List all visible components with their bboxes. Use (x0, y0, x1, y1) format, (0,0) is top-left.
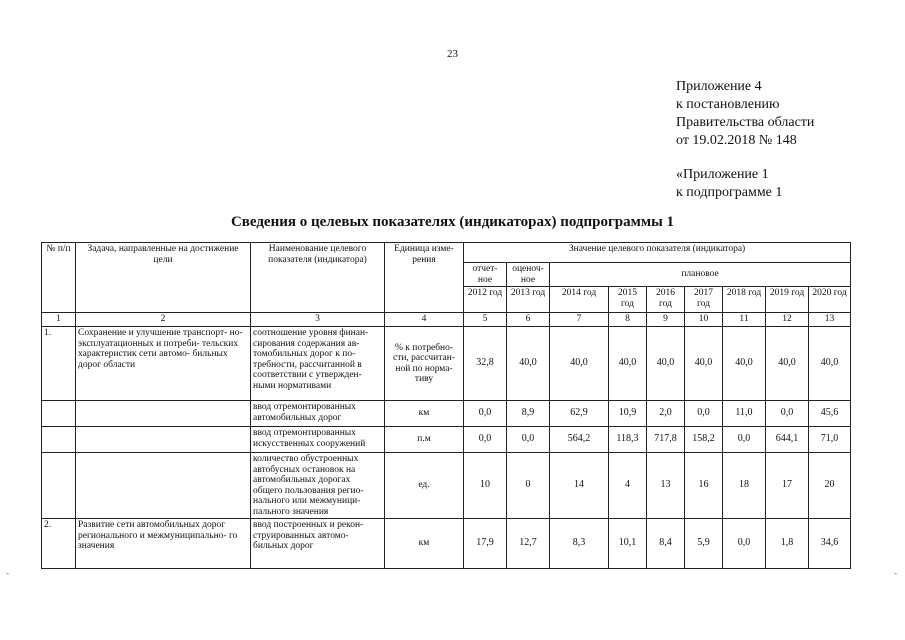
row-value: 4 (609, 453, 647, 519)
column-number: 10 (685, 313, 723, 327)
header-planned: плановое (550, 263, 851, 287)
row-value: 0,0 (464, 401, 507, 427)
row-value: 0,0 (685, 401, 723, 427)
row-value: 10,1 (609, 519, 647, 569)
row-value: 11,0 (723, 401, 766, 427)
row-task: Сохранение и улучшение транспорт- но-эксплуатационных и потреби- тельских характеристик сети автомо- бильных дорог области (76, 327, 251, 401)
column-number: 12 (766, 313, 809, 327)
header-row (42, 243, 851, 263)
row-value: 34,6 (809, 519, 851, 569)
column-number: 1 (42, 313, 76, 327)
page-number: 23 (447, 48, 458, 60)
header-unit: Единица изме- рения (385, 243, 464, 313)
row-value: 118,3 (609, 427, 647, 453)
row-value: 8,9 (507, 401, 550, 427)
row-value: 14 (550, 453, 609, 519)
row-value: 644,1 (766, 427, 809, 453)
row-value: 18 (723, 453, 766, 519)
row-value: 2,0 (647, 401, 685, 427)
row-value: 71,0 (809, 427, 851, 453)
column-number-row (42, 313, 851, 327)
row-value: 12,7 (507, 519, 550, 569)
row-value: 40,0 (550, 327, 609, 401)
indicators-table (41, 242, 851, 569)
row-task (76, 453, 251, 519)
row-value: 40,0 (809, 327, 851, 401)
row-unit: ед. (385, 453, 464, 519)
header-year: 2013 год (507, 287, 550, 313)
header-value: Значение целевого показателя (индикатора) (464, 243, 851, 263)
header-year: 2012 год (464, 287, 507, 313)
subappendix-line: к подпрограмме 1 (676, 185, 783, 200)
row-value: 40,0 (647, 327, 685, 401)
row-value: 0,0 (464, 427, 507, 453)
table-row (42, 519, 851, 569)
row-indicator: соотношение уровня финан- сирования содержания ав- томобильных дорог к по- требности, рассчитанной в соответствии с утвержден- ными нормативами (251, 327, 385, 401)
appendix-line: к постановлению (676, 97, 780, 112)
edge-mark-left: - (6, 568, 9, 578)
subappendix-line: «Приложение 1 (676, 167, 769, 182)
table-row (42, 327, 851, 401)
header-report: отчет- ное (464, 263, 507, 287)
row-value: 10 (464, 453, 507, 519)
column-number: 13 (809, 313, 851, 327)
row-num: 2. (42, 519, 76, 569)
document-title: Сведения о целевых показателях (индикаторах) подпрограммы 1 (230, 214, 675, 230)
row-value: 17 (766, 453, 809, 519)
row-value: 13 (647, 453, 685, 519)
table-row (42, 427, 851, 453)
row-value: 20 (809, 453, 851, 519)
row-value: 10,9 (609, 401, 647, 427)
row-value: 40,0 (685, 327, 723, 401)
column-number: 9 (647, 313, 685, 327)
appendix-block (676, 78, 814, 150)
row-num (42, 401, 76, 427)
header-task: Задача, направленные на достижение цели (76, 243, 251, 313)
header-num: № п/п (42, 243, 76, 313)
row-value: 40,0 (766, 327, 809, 401)
row-value: 717,8 (647, 427, 685, 453)
header-estimate: оценоч- ное (507, 263, 550, 287)
row-value: 564,2 (550, 427, 609, 453)
row-value: 0,0 (766, 401, 809, 427)
row-unit: п.м (385, 427, 464, 453)
row-indicator: ввод отремонтированных искусственных сооружений (251, 427, 385, 453)
row-task: Развитие сети автомобильных дорог регионального и межмуниципально- го значения (76, 519, 251, 569)
row-value: 0,0 (723, 519, 766, 569)
appendix-line: от 19.02.2018 № 148 (676, 133, 797, 148)
appendix-line: Правительства области (676, 115, 815, 130)
subappendix-block (676, 166, 782, 202)
row-indicator: ввод построенных и рекон- струированных автомо- бильных дорог (251, 519, 385, 569)
row-value: 16 (685, 453, 723, 519)
header-year: 2017 год (685, 287, 723, 313)
row-value: 32,8 (464, 327, 507, 401)
header-year: 2018 год (723, 287, 766, 313)
row-value: 1,8 (766, 519, 809, 569)
row-value: 0,0 (723, 427, 766, 453)
row-value: 8,4 (647, 519, 685, 569)
column-number: 7 (550, 313, 609, 327)
header-year: 2020 год (809, 287, 851, 313)
row-value: 5,9 (685, 519, 723, 569)
header-year: 2019 год (766, 287, 809, 313)
row-value: 0,0 (507, 427, 550, 453)
row-value: 40,0 (507, 327, 550, 401)
edge-mark-right: - (894, 568, 897, 578)
header-year: 2014 год (550, 287, 609, 313)
table-row (42, 401, 851, 427)
header-year: 2015 год (609, 287, 647, 313)
row-value: 62,9 (550, 401, 609, 427)
column-number: 8 (609, 313, 647, 327)
row-num (42, 427, 76, 453)
row-indicator: количество обустроенных автобусных остановок на автомобильных дорогах общего пользования регио- нального или межмуници- пального значения (251, 453, 385, 519)
row-value: 40,0 (723, 327, 766, 401)
column-number: 6 (507, 313, 550, 327)
row-value: 45,6 (809, 401, 851, 427)
row-indicator: ввод отремонтированных автомобильных дорог (251, 401, 385, 427)
row-value: 8,3 (550, 519, 609, 569)
header-year: 2016 год (647, 287, 685, 313)
column-number: 5 (464, 313, 507, 327)
table-row (42, 453, 851, 519)
row-task (76, 401, 251, 427)
header-indicator: Наименование целевого показателя (индикатора) (251, 243, 385, 313)
row-value: 40,0 (609, 327, 647, 401)
row-value: 0 (507, 453, 550, 519)
row-value: 158,2 (685, 427, 723, 453)
column-number: 2 (76, 313, 251, 327)
row-num (42, 453, 76, 519)
appendix-line: Приложение 4 (676, 79, 762, 94)
row-task (76, 427, 251, 453)
column-number: 11 (723, 313, 766, 327)
row-value: 17,9 (464, 519, 507, 569)
row-num: 1. (42, 327, 76, 401)
column-number: 3 (251, 313, 385, 327)
column-number: 4 (385, 313, 464, 327)
row-unit: км (385, 519, 464, 569)
row-unit: км (385, 401, 464, 427)
row-unit: % к потребно- сти, рассчитан- ной по норма- тиву (385, 327, 464, 401)
